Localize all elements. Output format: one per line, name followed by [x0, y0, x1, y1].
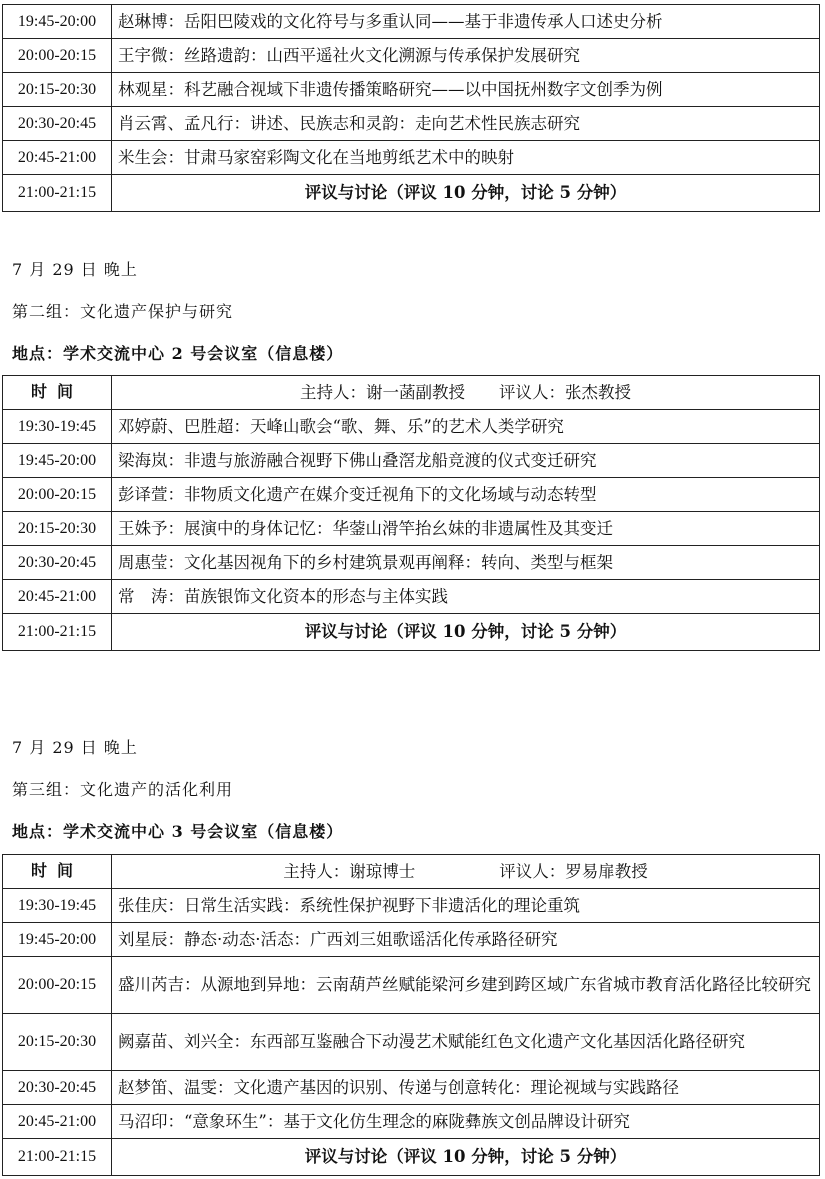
- discussion-cell: [112, 1139, 820, 1176]
- talk-cell: 张佳庆：日常生活实践：系统性保护视野下非遗活化的理论重筑: [112, 889, 820, 923]
- discussion-text: 评议与讨论（评议 10 分钟，讨论 5 分钟）: [304, 1147, 627, 1166]
- table-row: [3, 580, 820, 614]
- group3-title: 第三组：文化遗产的活化利用: [12, 780, 234, 799]
- host-name: 主持人：谢一菡副教授: [300, 382, 465, 402]
- discussion-cell: [112, 175, 820, 212]
- table-row: [3, 1014, 820, 1071]
- talk-cell: 周惠莹：文化基因视角下的乡村建筑景观再阐释：转向、类型与框架: [112, 546, 820, 580]
- schedule-table-group1: [2, 4, 820, 212]
- time-cell: 19:45-20:00: [3, 5, 112, 39]
- discussion-cell: [112, 614, 820, 651]
- schedule-table-group2: [2, 375, 820, 651]
- group2-place: 地点：学术交流中心 2 号会议室（信息楼）: [12, 344, 344, 363]
- table-header-row: [3, 855, 820, 889]
- time-cell: 20:45-21:00: [3, 141, 112, 175]
- time-cell: 20:00-20:15: [3, 478, 112, 512]
- table-row: [3, 478, 820, 512]
- group3-date: 7 月 29 日 晚上: [12, 738, 138, 757]
- header-host-reviewer: [112, 376, 820, 410]
- time-cell: 20:15-20:30: [3, 73, 112, 107]
- table-row: [3, 141, 820, 175]
- talk-cell: 米生会：甘肃马家窑彩陶文化在当地剪纸艺术中的映射: [112, 141, 820, 175]
- time-cell: 20:00-20:15: [3, 957, 112, 1014]
- time-cell: 19:30-19:45: [3, 410, 112, 444]
- discussion-row: [3, 1139, 820, 1176]
- header-time: 时间: [3, 376, 112, 410]
- talk-cell: 王姝予：展演中的身体记忆：华蓥山滑竿抬幺妹的非遗属性及其变迁: [112, 512, 820, 546]
- table-row: [3, 410, 820, 444]
- discussion-text: 评议与讨论（评议 10 分钟，讨论 5 分钟）: [304, 183, 627, 202]
- discussion-row: [3, 175, 820, 212]
- talk-cell: 王宇微：丝路遗韵：山西平遥社火文化溯源与传承保护发展研究: [112, 39, 820, 73]
- time-cell: 21:00-21:15: [3, 614, 112, 651]
- time-cell: 20:45-21:00: [3, 580, 112, 614]
- talk-cell: 常 涛：苗族银饰文化资本的形态与主体实践: [112, 580, 820, 614]
- table-row: [3, 39, 820, 73]
- talk-cell: 彭译萱：非物质文化遗产在媒介变迁视角下的文化场域与动态转型: [112, 478, 820, 512]
- time-cell: 20:30-20:45: [3, 546, 112, 580]
- time-cell: 21:00-21:15: [3, 175, 112, 212]
- talk-cell: 梁海岚：非遗与旅游融合视野下佛山叠滘龙船竞渡的仪式变迁研究: [112, 444, 820, 478]
- talk-cell: 赵梦笛、温雯：文化遗产基因的识别、传递与创意转化：理论视域与实践路径: [112, 1071, 820, 1105]
- discussion-row: [3, 614, 820, 651]
- time-cell: 20:15-20:30: [3, 512, 112, 546]
- discussion-text: 评议与讨论（评议 10 分钟，讨论 5 分钟）: [304, 622, 627, 641]
- table-row: [3, 546, 820, 580]
- reviewer-name: 评议人：罗易扉教授: [499, 861, 648, 881]
- talk-cell: 阙嘉苗、刘兴全：东西部互鉴融合下动漫艺术赋能红色文化遗产文化基因活化路径研究: [112, 1014, 820, 1071]
- table-row: [3, 923, 820, 957]
- time-cell: 20:45-21:00: [3, 1105, 112, 1139]
- reviewer-name: 评议人：张杰教授: [499, 382, 631, 402]
- header-host-reviewer: [112, 855, 820, 889]
- time-cell: 19:30-19:45: [3, 889, 112, 923]
- table-row: [3, 957, 820, 1014]
- table-row: [3, 889, 820, 923]
- host-name: 主持人：谢琼博士: [283, 861, 416, 881]
- table-row: [3, 1105, 820, 1139]
- table-row: [3, 1071, 820, 1105]
- talk-cell: 邓婷蔚、巴胜超：天峰山歌会“歌、舞、乐”的艺术人类学研究: [112, 410, 820, 444]
- talk-cell: 刘星辰：静态·动态·活态：广西刘三姐歌谣活化传承路径研究: [112, 923, 820, 957]
- group2-title: 第二组：文化遗产保护与研究: [12, 302, 234, 321]
- group2-date: 7 月 29 日 晚上: [12, 260, 138, 279]
- time-cell: 19:45-20:00: [3, 923, 112, 957]
- time-cell: 20:30-20:45: [3, 1071, 112, 1105]
- time-cell: 19:45-20:00: [3, 444, 112, 478]
- talk-cell: 马沼印：“意象环生”：基于文化仿生理念的麻陇彝族文创品牌设计研究: [112, 1105, 820, 1139]
- table-row: [3, 444, 820, 478]
- schedule-table-group3: [2, 854, 820, 1176]
- table-row: [3, 107, 820, 141]
- talk-cell: 赵琳博：岳阳巴陵戏的文化符号与多重认同——基于非遗传承人口述史分析: [112, 5, 820, 39]
- group3-place: 地点：学术交流中心 3 号会议室（信息楼）: [12, 822, 344, 841]
- table-row: [3, 5, 820, 39]
- table-row: [3, 73, 820, 107]
- time-cell: 20:30-20:45: [3, 107, 112, 141]
- talk-cell: 肖云霄、孟凡行：讲述、民族志和灵韵：走向艺术性民族志研究: [112, 107, 820, 141]
- time-cell: 20:15-20:30: [3, 1014, 112, 1071]
- talk-cell: 林观星：科艺融合视域下非遗传播策略研究——以中国抚州数字文创季为例: [112, 73, 820, 107]
- time-cell: 20:00-20:15: [3, 39, 112, 73]
- header-time: 时间: [3, 855, 112, 889]
- talk-cell: 盛川芮吉：从源地到异地：云南葫芦丝赋能梁河乡建到跨区域广东省城市教育活化路径比较研究: [112, 957, 820, 1014]
- time-cell: 21:00-21:15: [3, 1139, 112, 1176]
- table-header-row: [3, 376, 820, 410]
- table-row: [3, 512, 820, 546]
